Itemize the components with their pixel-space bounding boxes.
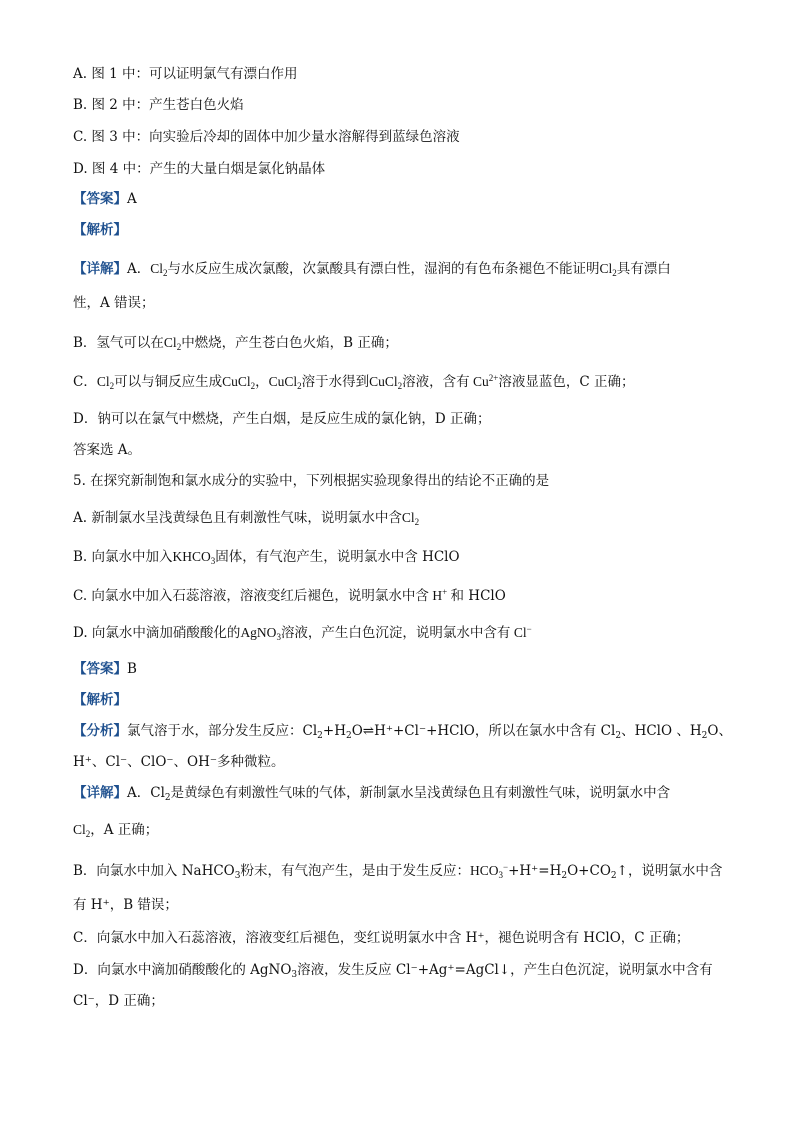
q4-option-b: B. 图 2 中：产生苍白色火焰 bbox=[73, 97, 244, 113]
q5-detail-c: C．向氯水中加入石蕊溶液，溶液变红后褪色，变红说明氯水中含 H⁺，褪色说明含有 HClO，C 正确； bbox=[73, 930, 690, 946]
q5-stem: 5. 在探究新制饱和氯水成分的实验中，下列根据实验现象得出的结论不正确的是 bbox=[73, 473, 550, 489]
q5-detail-d-line-1: D．向氯水中滴加硝酸酸化的 AgNO$_3$溶液，发生反应 Cl⁻+Ag⁺=AgCl↓，产生白色沉淀，说明氯水中含有 bbox=[73, 962, 713, 980]
q5-fenxi-line-2: H⁺、Cl⁻、ClO⁻、OH⁻多种微粒。 bbox=[73, 754, 285, 770]
q4-option-d: D. 图 4 中：产生的大量白烟是氯化钠晶体 bbox=[73, 161, 326, 177]
q5-detail-b-line-1: B．向氯水中加入 NaHCO$_3$粉末，有气泡产生，是由于发生反应：$HCO_3^-+H^+=H_2O+CO_2↑$，说明氯水中含 bbox=[73, 862, 723, 881]
answer-tag: 【答案】 bbox=[73, 661, 127, 677]
q5-option-b: B. 向氯水中加入$KHCO_3$固体，有气泡产生，说明氯水中含 HClO bbox=[73, 549, 460, 566]
q4-answer bbox=[73, 193, 137, 207]
q5-detail-line-1: 【详解】A．$Cl_2$是黄绿色有刺激性气味的气体，新制氯水呈浅黄绿色且有刺激性气味，说明氯水中含 bbox=[73, 785, 671, 803]
q5-analysis-heading bbox=[73, 694, 127, 708]
q5-answer bbox=[73, 663, 137, 677]
fenxi-tag: 【分析】 bbox=[73, 723, 127, 739]
q4-detail-b: B．氢气可以在$Cl_2$中燃烧，产生苍白色火焰，B 正确； bbox=[73, 335, 398, 352]
analysis-tag: 【解析】 bbox=[73, 692, 127, 708]
q5-fenxi-line-1: 【分析】氯气溶于水，部分发生反应：$Cl_2+H_2O\rightleftharpoons H^++Cl^-+HClO$，所以在氯水中含有 $Cl_2$、HClO 、$H_2O$、 bbox=[73, 723, 732, 741]
q5-option-a: A. 新制氯水呈浅黄绿色且有刺激性气味，说明氯水中含$Cl_2$ bbox=[73, 510, 420, 527]
answer-value: A bbox=[127, 191, 137, 207]
answer-value: B bbox=[127, 661, 137, 677]
analysis-tag: 【解析】 bbox=[73, 222, 127, 238]
q5-option-d: D. 向氯水中滴加硝酸酸化的AgNO$_3$溶液，产生白色沉淀，说明氯水中含有 Cl− bbox=[73, 624, 532, 642]
detail-tag: 【详解】 bbox=[73, 261, 127, 277]
q4-option-c: C. 图 3 中：向实验后冷却的固体中加少量水溶解得到蓝绿色溶液 bbox=[73, 129, 460, 145]
q5-option-c: C. 向氯水中加入石蕊溶液，溶液变红后褪色，说明氯水中含 H+ 和 HClO bbox=[73, 587, 506, 604]
q4-option-a: A. 图 1 中：可以证明氯气有漂白作用 bbox=[73, 66, 298, 82]
q5-detail-b-line-2: 有 H⁺，B 错误； bbox=[73, 897, 178, 913]
q4-analysis-heading bbox=[73, 224, 127, 238]
q4-conclusion: 答案选 A。 bbox=[73, 442, 142, 458]
detail-tag: 【详解】 bbox=[73, 785, 127, 801]
answer-tag: 【答案】 bbox=[73, 191, 127, 207]
q5-detail-d-line-2: Cl⁻，D 正确； bbox=[73, 993, 164, 1009]
q4-detail-line-2: 性，A 错误； bbox=[73, 295, 155, 311]
q4-detail-c: C．$Cl_2$可以与铜反应生成CuCl$_2$，CuCl$_2$溶于水得到CuCl$_2$溶液，含有 $Cu^{2+}$溶液显蓝色，C 正确； bbox=[73, 373, 635, 391]
q4-detail-line-1: 【详解】A．$Cl_2$与水反应生成次氯酸，次氯酸具有漂白性，湿润的有色布条褪色不能证明$Cl_2$具有漂白 bbox=[73, 261, 671, 278]
q5-detail-line-2: $Cl_2$，A 正确； bbox=[73, 822, 159, 839]
q4-detail-d: D．钠可以在氯气中燃烧，产生白烟，是反应生成的氯化钠，D 正确； bbox=[73, 411, 491, 427]
